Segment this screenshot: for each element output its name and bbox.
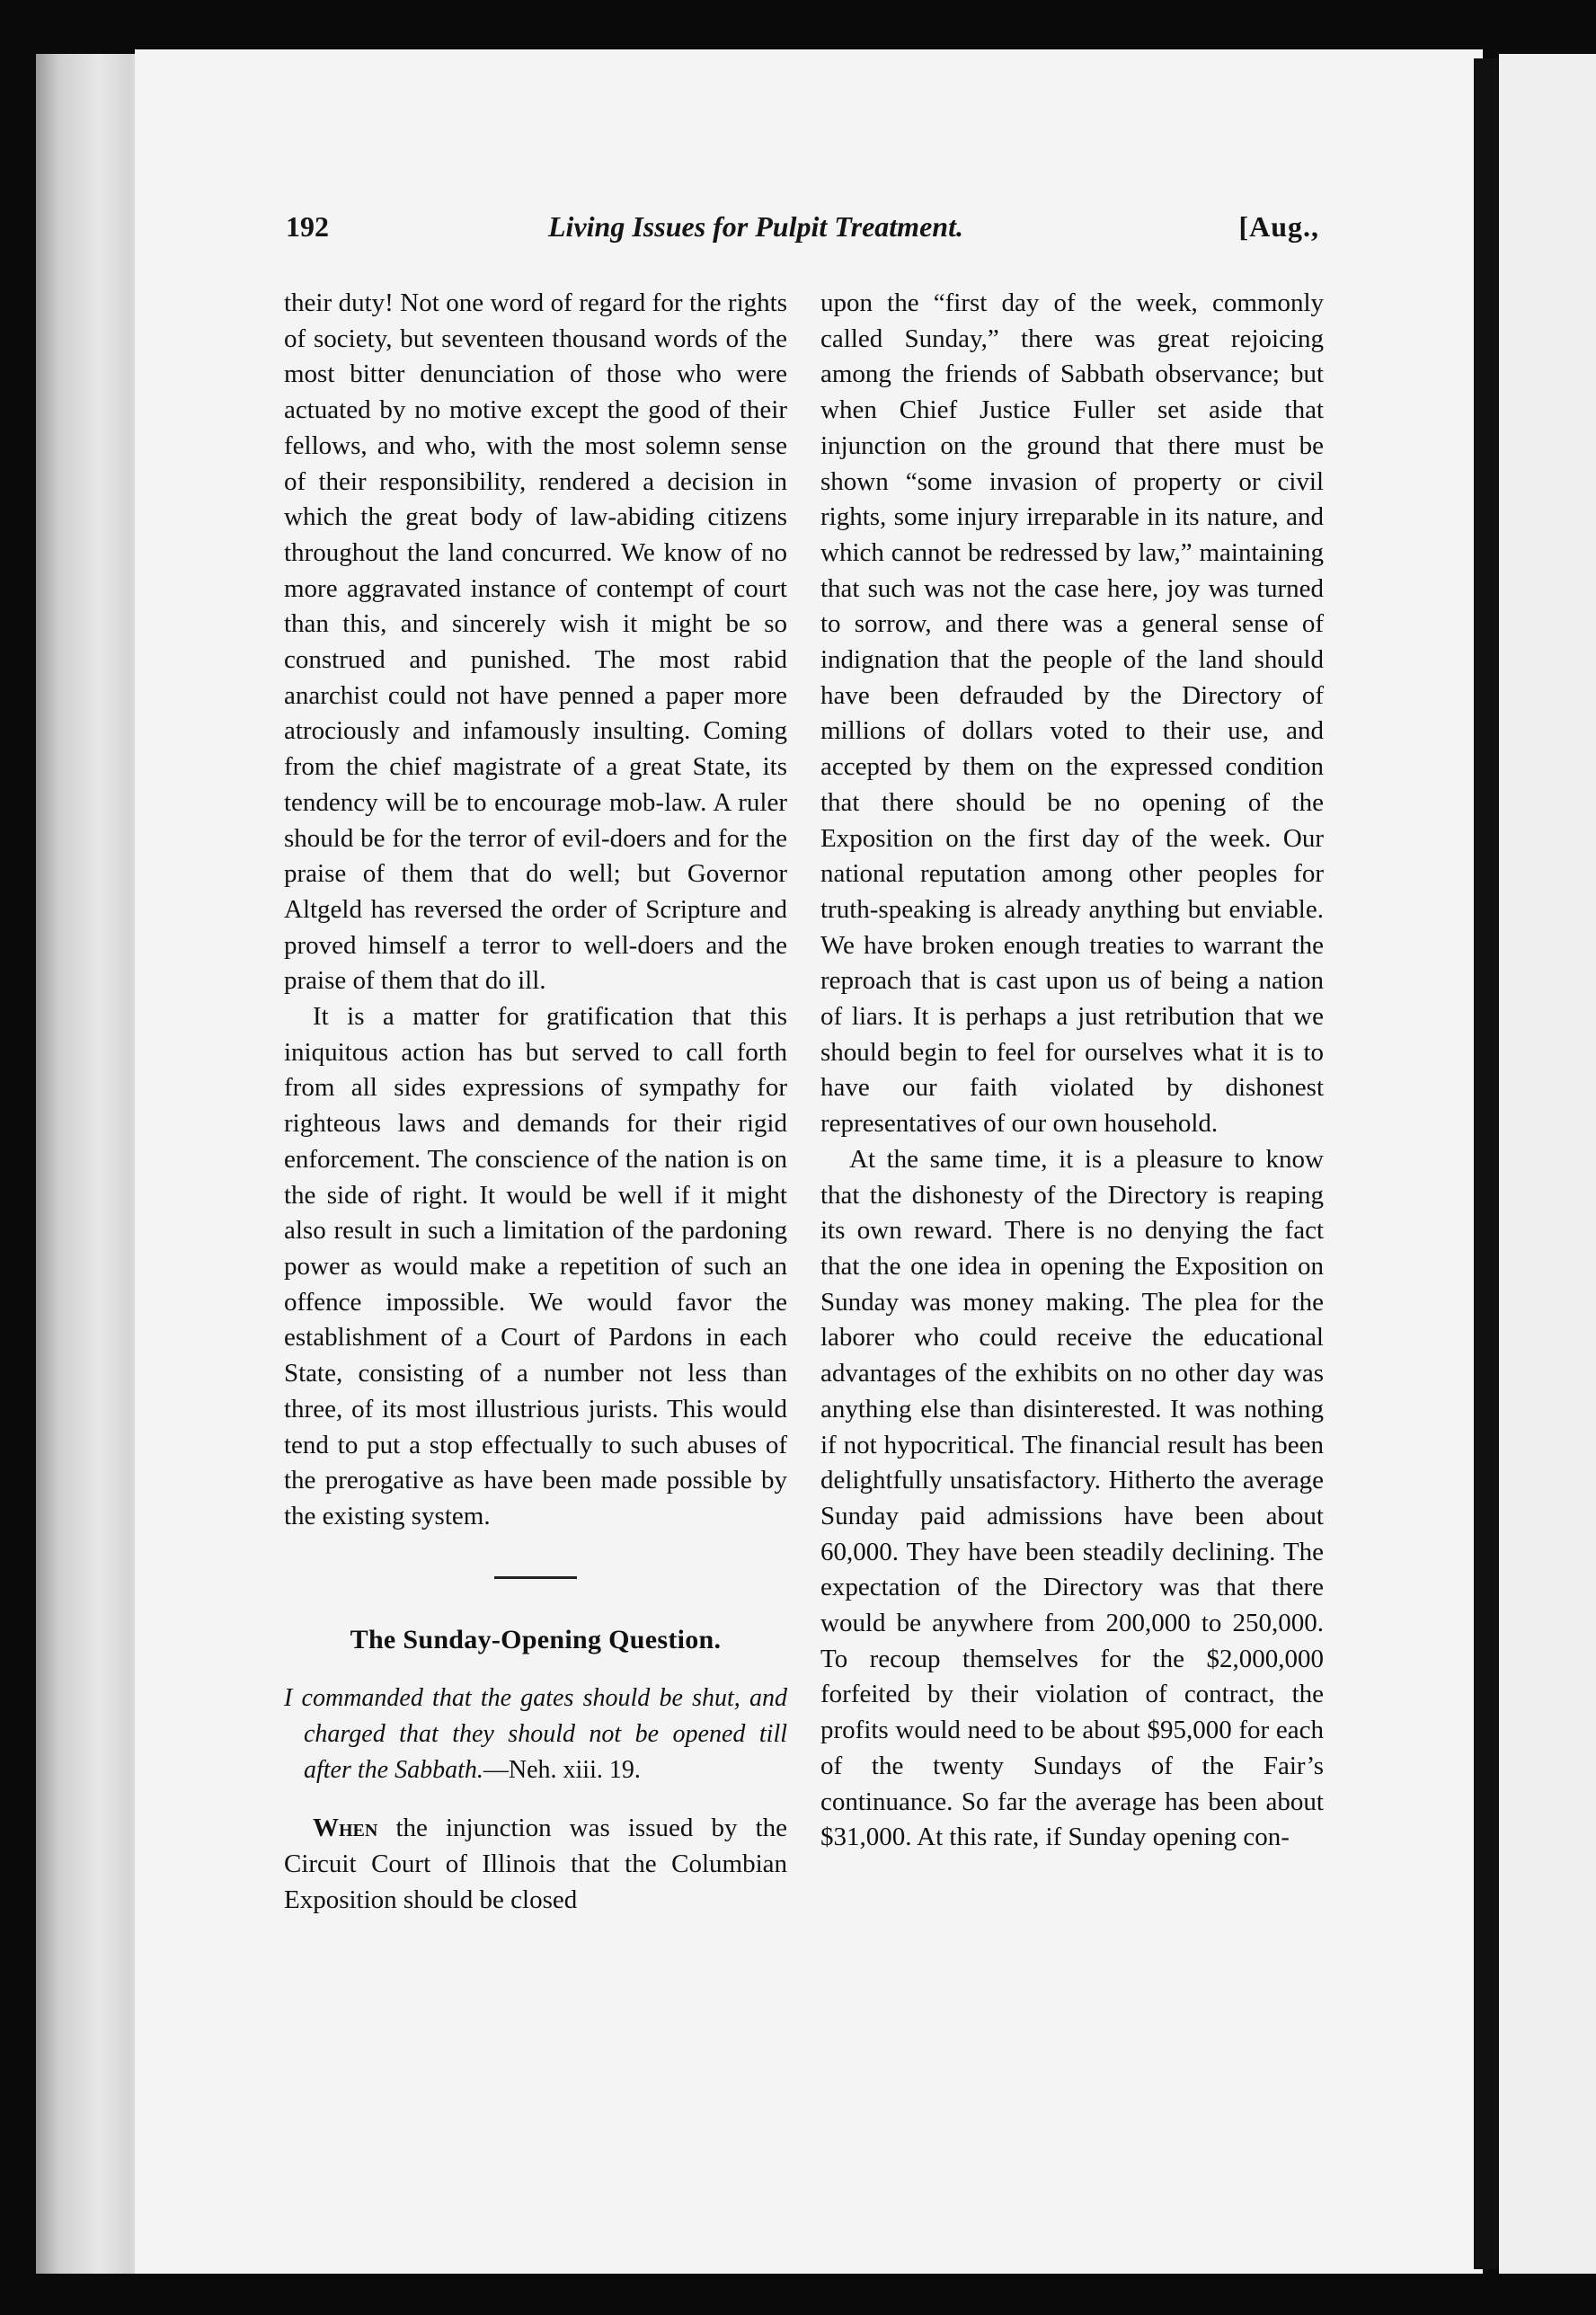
epigraph — [284, 1681, 787, 1787]
section-divider — [494, 1576, 577, 1579]
issue-month: [Aug., — [1238, 210, 1319, 243]
running-header — [286, 210, 1319, 255]
page-number: 192 — [286, 210, 329, 243]
paragraph-lead: When — [313, 1814, 378, 1843]
epigraph-text: I commanded that the gates should be shut, and charged that they should not be opened till after the Sabbath. — [284, 1684, 787, 1784]
left-column — [284, 286, 787, 1919]
running-title: Living Issues for Pulpit Treatment. — [548, 210, 963, 243]
paragraph-body: the injunction was issued by the Circuit Court of Illinois that the Columbian Exposition should be closed — [284, 1814, 787, 1914]
epigraph-reference: —Neh. xiii. 19. — [483, 1755, 641, 1784]
paragraph: their duty! Not one word of regard for the rights of society, but seventeen thousand words of the most bitter denunciation of those who were actuated by no motive except the good of their fellows, and who, with the most solemn sense of their responsibility, rendered a decision in which the great body of law-abiding citizens throughout the land concurred. We know of no more aggravated instance of contempt of court than this, and sincerely wish it might be so construed and punished. The most rabid anarchist could not have penned a paper more atrociously and infamously insulting. Coming from the chief magistrate of a great State, its tendency will be to encourage mob-law. A ruler should be for the terror of evil-doers and for the praise of them that do well; but Governor Altgeld has reversed the order of Scripture and proved himself a terror to well-doers and the praise of them that do ill. — [284, 288, 787, 996]
section-title: The Sunday-Opening Question. — [350, 1624, 722, 1654]
paragraph: At the same time, it is a pleasure to know that the dishonesty of the Directory is reaping its own reward. There is no denying the fact that the one idea in opening the Exposition on Sunday was money making. The plea for the laborer who could receive the educational advantages of the exhibits on no other day was anything else than disinterested. It was nothing if not hypocritical. The financial result has been delightfully unsatisfactory. Hitherto the average Sunday paid admissions have been about 60,000. They have been steadily declining. The expectation of the Directory was that there would be anywhere from 200,000 to 250,000. To recoup themselves for the $2,000,000 forfeited by their violation of contract, the profits would need to be about $95,000 for each of the twenty Sundays of the Fair’s continuance. So far the average has been about $31,000. At this rate, if Sunday opening con- — [820, 1144, 1324, 1852]
facing-page-edge — [1499, 54, 1596, 2274]
book-gutter — [1474, 58, 1499, 2269]
paragraph: upon the “first day of the week, commonly called Sunday,” there was great rejoicing among the friends of Sabbath observance; but when Chief Justice Fuller set aside that injunction on the ground that there must be shown “some invasion of property or civil rights, some injury irreparable in its nature, and which cannot be redressed by law,” maintaining that such was not the case here, joy was turned to sorrow, and there was a general sense of indignation that the people of the land should have been defrauded by the Directory of millions of dollars voted to their use, and accepted by them on the expressed condition that there should be no opening of the Exposition on the first day of the week. Our national reputation among other peoples for truth-speaking is already anything but enviable. We have broken enough treaties to warrant the reproach that is cast upon us of being a nation of liars. It is perhaps a just retribution that we should begin to feel for ourselves what it is to have our faith violated by dishonest representatives of our own household. — [820, 288, 1324, 1139]
right-column — [820, 286, 1324, 1856]
paragraph: It is a matter for gratification that this iniquitous action has but served to call forth from all sides expressions of sympathy for righteous laws and demands for their rigid enforcement. The conscience of the nation is on the side of right. It would be well if it might also result in such a limitation of the pardoning power as would make a repetition of such an offence impossible. We would favor the establishment of a Court of Pardons in each State, consisting of a number not less than three, of its most illustrious jurists. This would tend to put a stop effectually to such abuses of the prerogative as have been made possible by the existing system. — [284, 1002, 787, 1530]
paragraph — [284, 1811, 787, 1918]
